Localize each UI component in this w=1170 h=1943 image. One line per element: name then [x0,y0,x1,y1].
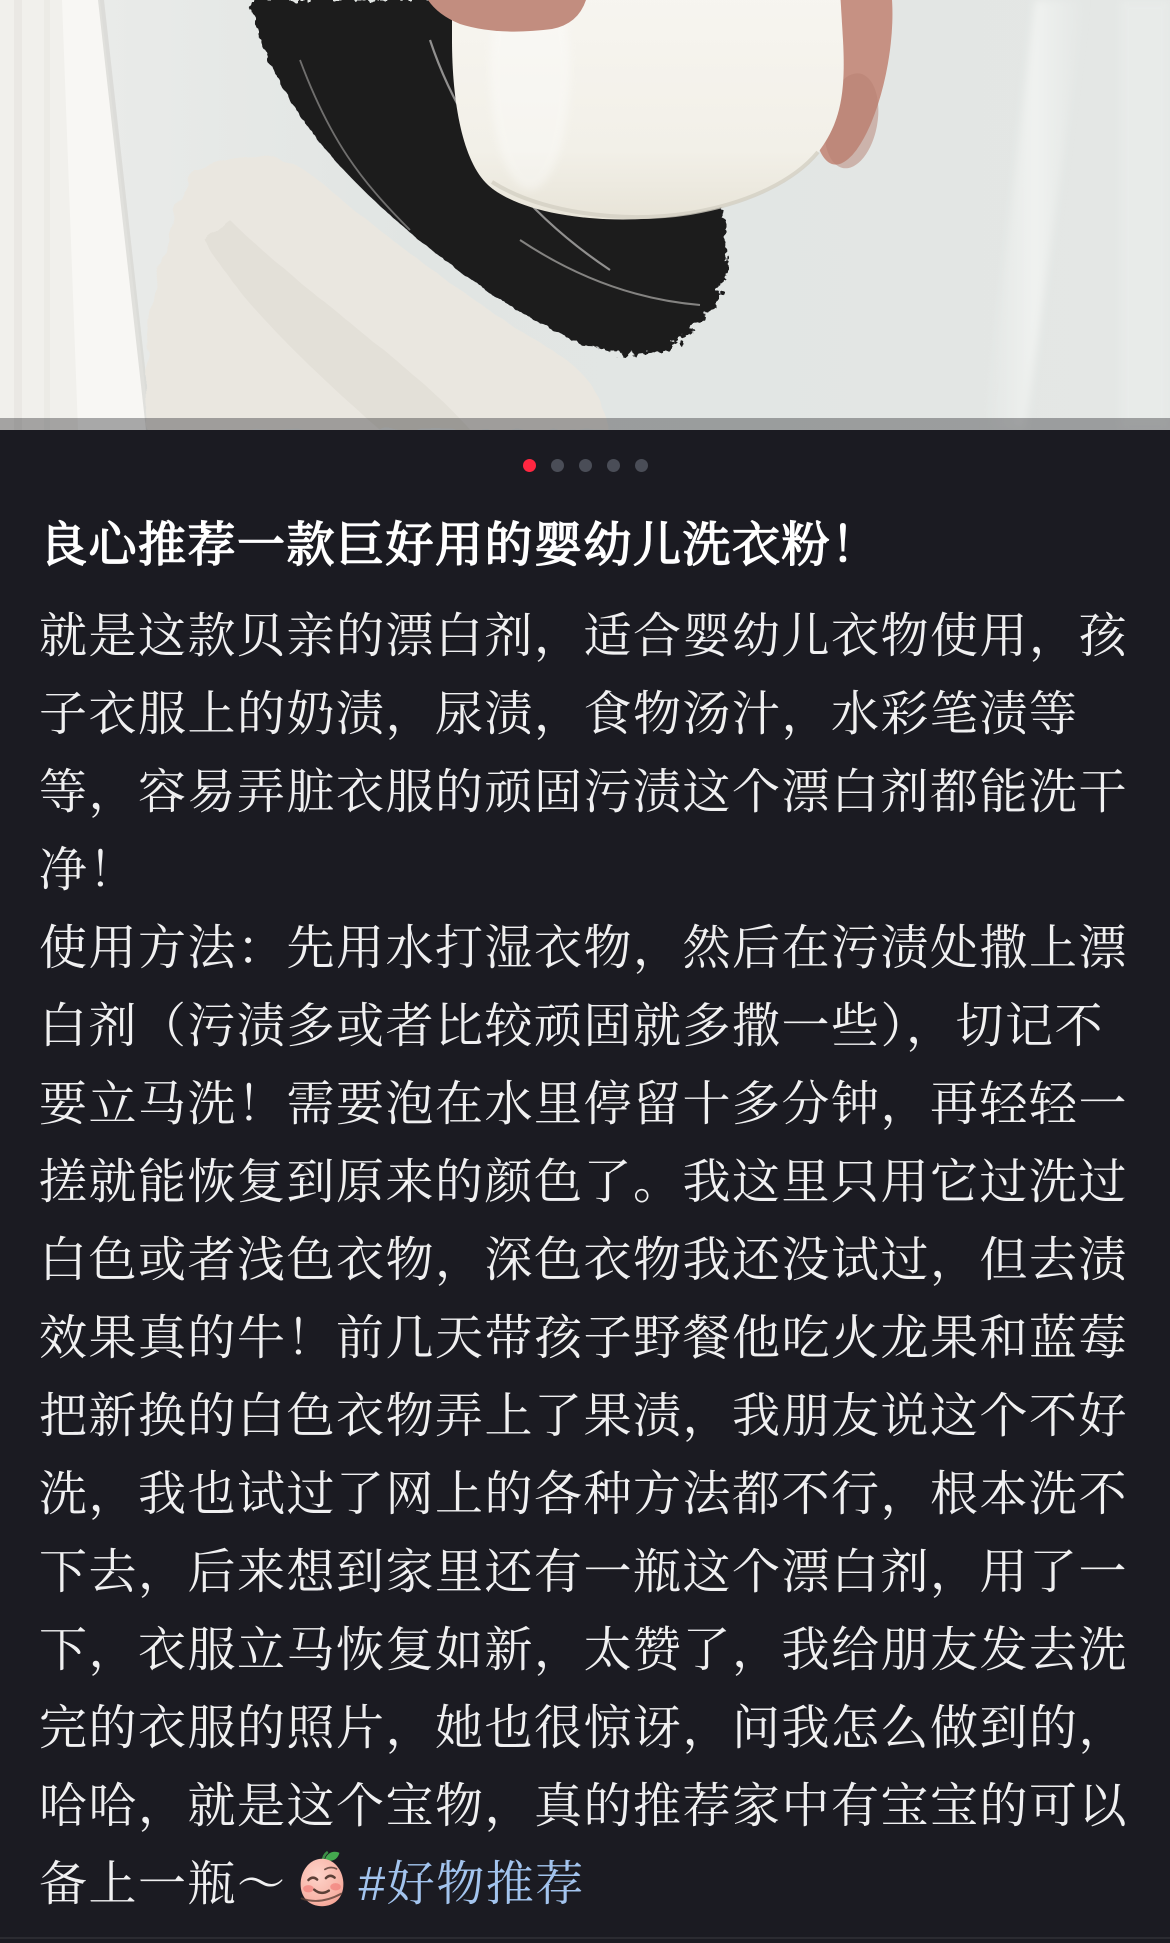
post-photo-carousel[interactable] [0,0,1170,430]
post-title: 良心推荐一款巨好用的婴幼儿洗衣粉！ [39,519,881,572]
post-body [39,598,1131,1924]
carousel-dot[interactable] [635,459,648,472]
photo-wall-right-edge [1120,0,1170,430]
carousel-dot[interactable] [607,459,620,472]
peach-sticker-emoji [291,1850,353,1912]
photo-bottom-fade [0,418,1170,430]
body-paragraph-1: 就是这款贝亲的漂白剂，适合婴幼儿衣物使用，孩子衣服上的奶渍，尿渍，食物汤汁，水彩笔渍等等，容易弄脏衣服的顽固污渍这个漂白剂都能洗干净！ [39,610,1129,897]
hashtag-link[interactable]: #好物推荐 [358,1858,585,1911]
body-paragraph-2-text: 使用方法：先用水打湿衣物，然后在污渍处撒上漂白剂（污渍多或者比较顽固就多撒一些），切记不要立马洗！需要泡在水里停留十多分钟，再轻轻一搓就能恢复到原来的颜色了。我这里只用它过洗过白色或者浅色衣物，深色衣物我还没试过，但去渍效果真的牛！前几天带孩子野餐他吃火龙果和蓝莓把新换的白色衣物弄上了果渍，我朋友说这个不好洗，我也试过了网上的各种方法都不行，根本洗不下去，后来想到家里还有一瓶这个漂白剂，用了一下，衣服立马恢复如新，太赞了，我给朋友发去洗完的衣服的照片，她也很惊讶，问我怎么做到的，哈哈，就是这个宝物，真的推荐家中有宝宝的可以备上一瓶～ [39,922,1129,1911]
carousel-dot[interactable] [551,459,564,472]
post-content [0,516,1170,1924]
photo-curtain-streak [14,0,22,430]
photo-scene [0,0,1170,430]
photo-curtain-streak [44,0,50,430]
carousel-dots [0,458,1170,472]
carousel-dot[interactable] [579,459,592,472]
carousel-dot[interactable] [523,459,536,472]
body-paragraph-2 [39,910,1131,1924]
section-divider [0,1937,1170,1939]
